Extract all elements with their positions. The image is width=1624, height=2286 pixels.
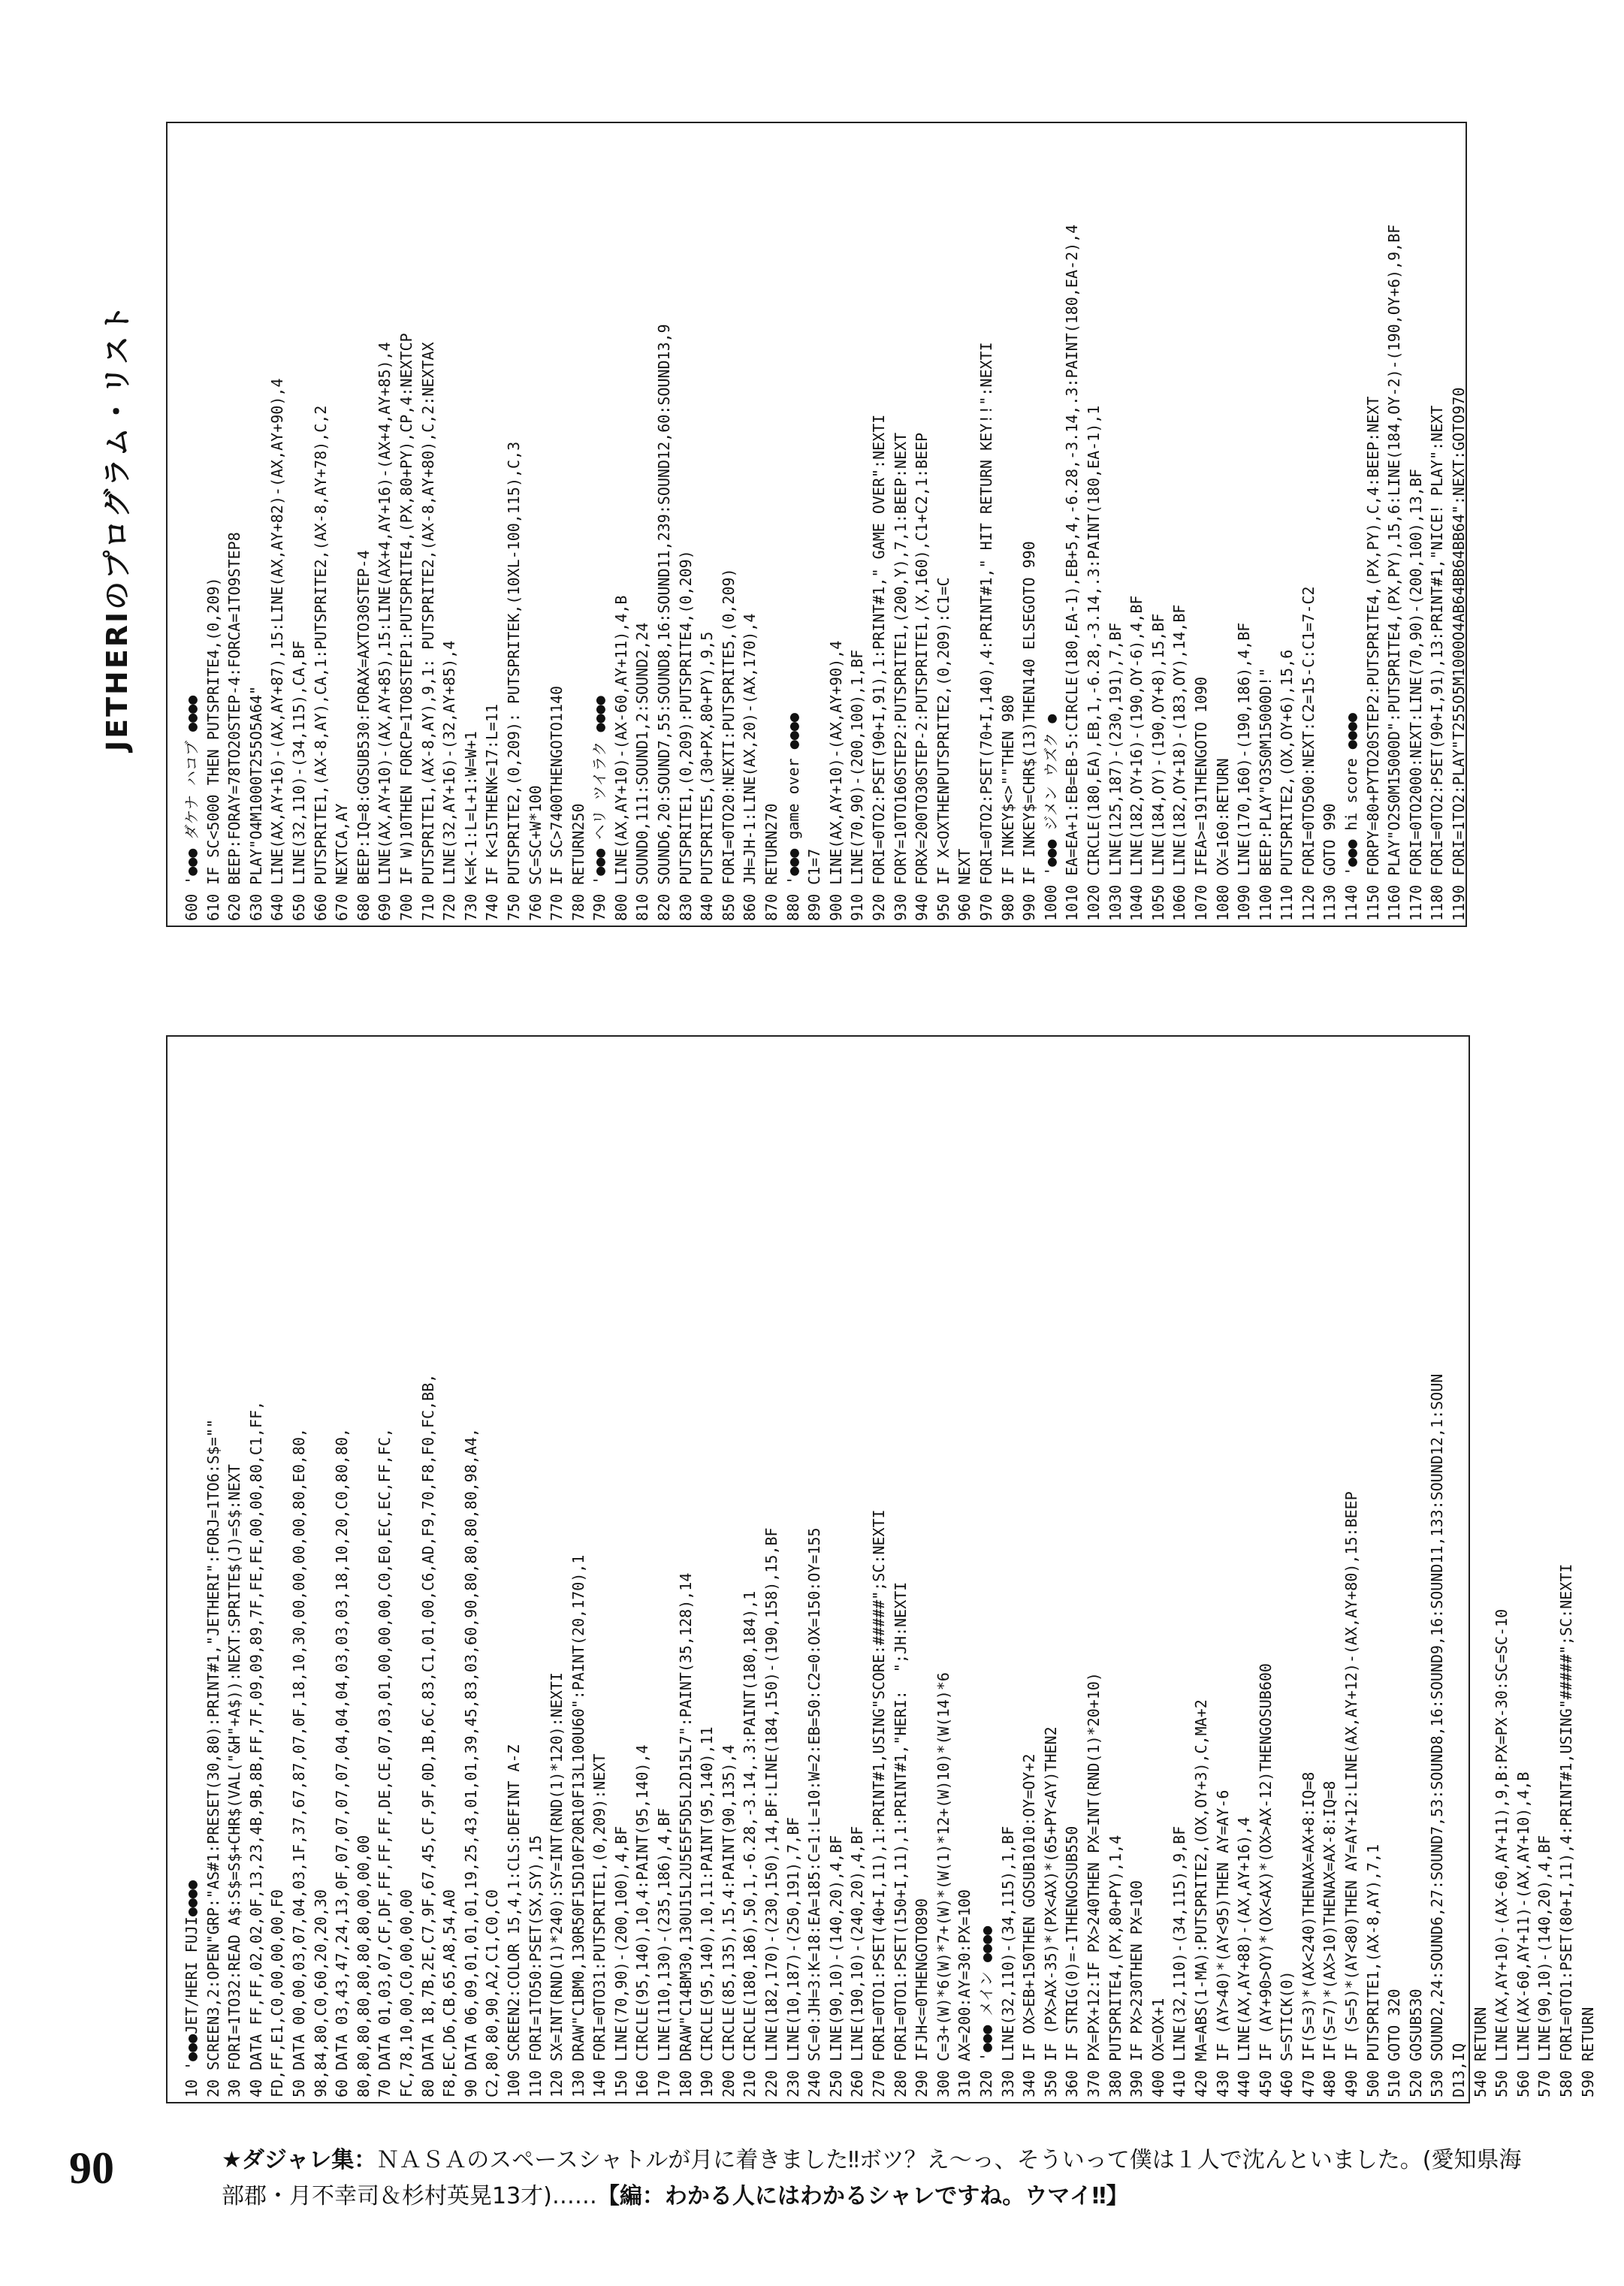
code-line: 1120 FORI=0TO500:NEXT:C2=15-C:C1=7-C2 <box>1299 586 1318 921</box>
code-line: 30 FORI=1TO32:READ A$:S$=S$+CHR$(VAL("&H"+A$)):NEXT:SPRITE$(J)=S$:NEXT <box>225 1464 244 2097</box>
code-line: 630 PLAY"O4M1000T255O5A64" <box>246 685 265 921</box>
code-line: 880 '●●● game over ●●●● <box>783 713 802 921</box>
code-line: FD,FF,E1,C0,00,00,00,F0 <box>268 1889 287 2097</box>
program-listing-panel-right <box>166 122 1467 927</box>
code-line: 80,80,80,80,80,80,80,00,00,00 <box>354 1835 373 2097</box>
code-line: 930 FORY=10TO160STEP2:PUTSPRITE1,(200,Y),7,1:BEEP:NEXT <box>891 432 910 921</box>
code-line: 580 FORI=0TO1:PSET(80+I,11),4:PRINT#1,USING"#####";SC:NEXTI <box>1557 1563 1575 2097</box>
code-line: 990 IF INKEY$=CHR$(13)THEN140 ELSEGOTO 990 <box>1020 541 1039 921</box>
page-header-title: JETHERIのプログラム・リスト <box>101 302 134 751</box>
code-line: 330 LINE(32,110)-(34,115),1,BF <box>998 1825 1017 2097</box>
code-line: 1110 PUTSPRITE2,(OX,OY+6),15,6 <box>1278 649 1296 921</box>
code-line: 250 LINE(90,10)-(140,20),4,BF <box>826 1835 845 2097</box>
code-line: 970 FORI=0TO2:PSET(70+I,140),4:PRINT#1," HIT RETURN KEY!!":NEXTI <box>977 342 995 921</box>
code-line: 960 NEXT <box>955 848 974 921</box>
code-line: 190 CIRCLE(95,140),10,11:PAINT(95,140),11 <box>698 1726 717 2097</box>
code-line: 470 IF(S=3)*(AX<240)THENAX=AX+8:IQ=8 <box>1299 1771 1318 2097</box>
code-line: 870 RETURN270 <box>762 803 781 921</box>
code-line: 520 GOSUB530 <box>1406 1989 1425 2097</box>
code-line: 110 FORI=1TO50:PSET(SX,SY),15 <box>526 1835 545 2097</box>
code-line: 160 CIRCLE(95,140),10,4:PAINT(95,140),4 <box>633 1744 652 2097</box>
code-line: 200 CIRCLE(85,135),15,4:PAINT(90,135),4 <box>719 1744 738 2097</box>
code-line: 550 LINE(AX,AY+10)-(AX-60,AY+11),9,B:PX=PX-30:SC=SC-10 <box>1493 1608 1511 2097</box>
code-line: 100 SCREEN2:COLOR 15,4,1:CLS:DEFINT A-Z <box>504 1744 523 2097</box>
code-line: 10 '●●●JET/HERI FUJI●●●● <box>183 1880 201 2097</box>
code-line: 300 C=3+(W)*6(W)*7+(W)*(W(1)*12+(W)10)*(W(14)*6 <box>934 1672 952 2097</box>
code-line: 790 '●●● ヘリ ツイラク ●●●● <box>590 696 609 921</box>
code-line: 700 IF W)10THEN FORCP=1TO8STEP1:PUTSPRITE4,(PX,80+PY),CP,4:NEXTCP <box>397 333 415 921</box>
code-line: 290 IFJH<=0THENGOTO890 <box>913 1898 931 2097</box>
code-line: 610 IF SC<5000 THEN PUTSPRITE4,(0,209) <box>204 577 222 921</box>
code-line: 360 IF STRIG(0)=-1THENGOSUB550 <box>1063 1825 1082 2097</box>
program-code-left <box>181 1374 1598 2097</box>
code-line: 980 IF INKEY$<>""THEN 980 <box>998 694 1017 921</box>
code-line: 260 LINE(190,10)-(240,20),4,BF <box>848 1825 867 2097</box>
code-line: F8,EC,D6,CB,65,A8,54,A0 <box>440 1889 459 2097</box>
code-line: 650 LINE(32,110)-(34,115),CA,BF <box>289 640 308 921</box>
code-line: 170 LINE(110,130)-(235,186),4,BF <box>655 1807 674 2097</box>
code-line: C2,80,80,90,A2,C1,C0,C0 <box>483 1889 502 2097</box>
code-line: 320 '●●● メイン ●●●● <box>977 1925 995 2097</box>
code-line: 640 LINE(AX,AY+16)-(AX,AY+87),15:LINE(AX,AY+82)-(AX,AY+90),4 <box>268 378 287 921</box>
code-line: 490 IF (S=5)*(AY<80)THEN AY=AY+12:LINE(AX,AY+12)-(AX,AY+80),15:BEEP <box>1342 1491 1361 2097</box>
code-line: 1180 FORI=0TO2:PSET(90+I,91),13:PRINT#1,"NICE! PLAY":NEXT <box>1428 405 1447 921</box>
reader-joke-footer <box>222 2143 1544 2215</box>
program-listing-panel-left <box>166 1035 1597 2103</box>
code-line: 1070 IFEA>=191THENGOTO 1090 <box>1191 676 1210 921</box>
code-line: 800 LINE(AX,AY+10)-(AX-60,AY+11),4,B <box>611 595 630 921</box>
code-line: 1090 LINE(170,160)-(190,186),4,BF <box>1235 622 1254 921</box>
code-line: 180 DRAW"C14BM30,130U15L2U5E5F5D5L2D15L7":PAINT(35,128),14 <box>676 1572 695 2097</box>
code-line: 530 SOUND2,24:SOUND6,27:SOUND7,53:SOUND8,16:SOUND9,16:SOUND11,133:SOUND12,1:SOUN <box>1428 1373 1447 2097</box>
code-line: 310 AX=200:AY=30:PX=100 <box>955 1889 974 2097</box>
code-line: 1100 BEEP:PLAY"O3S0M15000D!" <box>1256 667 1275 921</box>
code-line: 840 PUTSPRITE5,(30+PX,80+PY),9,5 <box>698 631 717 921</box>
code-line: 920 FORI=0TO2:PSET(90+I,91),1:PRINT#1," GAME OVER":NEXTI <box>870 414 888 921</box>
code-line: 130 DRAW"C1BM0,130R50F15D10F20R10F13L100U60":PAINT(20,170),1 <box>569 1554 587 2097</box>
code-line: FC,78,10,00,C0,00,00,00 <box>397 1889 415 2097</box>
code-line: 270 FORI=0TO1:PSET(40+I,11),1:PRINT#1,USING"SCORE:#####";SC:NEXTI <box>870 1509 888 2097</box>
code-line: 440 LINE(AX,AY+88)-(AX,AY+16),4 <box>1235 1816 1254 2097</box>
code-line: 1030 LINE(125,187)-(230,191),7,BF <box>1106 622 1124 921</box>
code-line: 850 FORI=0TO20:NEXTI:PUTSPRITE5,(0,209) <box>719 568 738 921</box>
code-line: 230 LINE(10,187)-(250,191),7,BF <box>783 1816 802 2097</box>
code-line: 50 DATA 00,00,03,07,04,03,1F,37,67,87,07,0F,18,10,30,00,00,00,00,80,E0,80, <box>289 1427 308 2097</box>
code-line: 500 PUTSPRITE1,(AX-8,AY),7,1 <box>1363 1844 1382 2097</box>
code-line: 80 DATA 18,7B,2E,C7,9F,67,45,CF,9F,0D,1B,6C,83,C1,01,00,C6,AD,F9,70,F8,F0,FC,BB, <box>418 1373 437 2097</box>
code-line: 740 IF K<15THENK=17:L=11 <box>483 704 502 921</box>
code-line: 730 K=K-1:L=L+1:W=W+1 <box>461 731 480 921</box>
code-line: 480 IF(S=7)*(AX>10)THENAX=AX-8:IQ=8 <box>1321 1780 1339 2097</box>
code-line: 940 FORX=200TO30STEP-2:PUTSPRITE1,(X,160),C1+C2,1:BEEP <box>913 432 931 921</box>
code-line: 450 IF (AY+90>OY)*(OX<AX)*(OX>AX-12)THENGOSUB600 <box>1256 1663 1275 2097</box>
code-line: 1010 EA=EA+1:EB=EB-5:CIRCLE(180,EA-1),EB+5,4,-6.28,-3.14,.3:PAINT(180,EA-2),4 <box>1063 224 1082 921</box>
code-line: 140 FORI=0TO31:PUTSPRITE1,(0,209):NEXT <box>590 1753 609 2097</box>
code-line: 1020 CIRCLE(180,EA),EB,1,-6.28,-3.14,.3:PAINT(180,EA-1),1 <box>1084 405 1103 921</box>
footer-lead: ★ダジャレ集： <box>222 2147 377 2173</box>
code-line: 600 '●●● ダケナ ハコブ ●●●● <box>183 695 201 921</box>
code-line: 720 LINE(32,AY+16)-(32,AY+85),4 <box>440 640 459 921</box>
code-line: 1150 FORPY=80+PYTO20STEP2:PUTSPRITE4,(PX,PY),C,4:BEEP:NEXT <box>1363 396 1382 921</box>
code-line: 760 SC=SC+W*100 <box>526 785 545 921</box>
code-line: 950 IF X<OXTHENPUTSPRITE2,(0,209):C1=C <box>934 577 952 921</box>
code-line: 1170 FORI=0TO2000:NEXT:LINE(70,90)-(200,100),13,BF <box>1406 468 1425 921</box>
code-line: 830 PUTSPRITE1,(0,209):PUTSPRITE4,(0,209) <box>676 550 695 921</box>
code-line: 340 IF OX>EB+150THEN GOSUB1010:OY=OY+2 <box>1020 1753 1039 2097</box>
code-line: 1000 '●●● ジメン ウズク ● <box>1041 714 1060 921</box>
code-line: 710 PUTSPRITE1,(AX-8,AY),9,1: PUTSPRITE2,(AX-8,AY+80),C,2:NEXTAX <box>418 342 437 921</box>
code-line: 910 LINE(70,90)-(200,100),1,BF <box>848 649 867 921</box>
code-line: 770 IF SC>7400THENGOTO1140 <box>548 685 566 921</box>
code-line: 890 C1=7 <box>805 848 824 921</box>
code-line: 1040 LINE(182,OY+16)-(190,OY-6),4,BF <box>1127 595 1146 921</box>
code-line: 380 PUTSPRITE4,(PX,80+PY),1,4 <box>1106 1835 1124 2097</box>
code-line: 750 PUTSPRITE2,(0,209): PUTSPRITEK,(10XL-100,115),C,3 <box>504 441 523 921</box>
code-line: 70 DATA 01,03,07,CF,DF,FF,FF,FF,DE,CE,07,03,01,00,00,00,C0,E0,EC,EC,FF,FC, <box>376 1427 394 2097</box>
code-line: 900 LINE(AX,AY+10)-(AX,AY+90),4 <box>826 640 845 921</box>
code-line: 1190 FORI=1TO2:PLAY"T255O5M1000O4AB64BB64BB64":NEXT:GOTO970 <box>1450 387 1469 921</box>
code-line: 860 JH=JH-1:LINE(AX,20)-(AX,170),4 <box>741 613 759 921</box>
code-line: 280 FORI=0TO1:PSET(150+I,11),1:PRINT#1,"HERI: ";JH:NEXTI <box>891 1581 910 2097</box>
code-line: 570 LINE(90,10)-(140,20),4,BF <box>1535 1835 1554 2097</box>
code-line: 510 GOTO 320 <box>1385 1989 1404 2097</box>
code-line: 1160 PLAY"O2S0M15000D":PUTSPRITE4,(PX,PY),15,6:LINE(184,OY-2)-(190,OY+6),9,BF <box>1385 224 1404 921</box>
code-line: 40 DATA FF,FF,02,02,0F,13,23,4B,9B,8B,FF,7F,09,09,89,7F,FE,FE,00,00,80,C1,FF, <box>246 1400 265 2097</box>
code-line: 690 LINE(AX,AY+10)-(AX,AY+85),15:LINE(AX+4,AY+16)-(AX+4,AY+85),4 <box>376 342 394 921</box>
code-line: 1080 OX=160:RETURN <box>1213 758 1232 921</box>
code-line: 460 S=STICK(0) <box>1278 1970 1296 2097</box>
code-line: 60 DATA 03,43,47,24,13,0F,07,07,07,07,04,04,04,03,03,03,18,10,20,C0,80,80, <box>333 1427 352 2097</box>
page-number: 90 <box>69 2143 114 2193</box>
code-line: 98,84,80,C0,60,20,20,30 <box>311 1889 330 2097</box>
code-line: 1060 LINE(182,OY+18)-(183,OY),14,BF <box>1170 604 1189 921</box>
code-line: 400 OX=OX+1 <box>1149 1998 1167 2097</box>
code-line: 20 SCREEN3,2:OPEN"GRP:"AS#1:PRESET(30,80):PRINT#1,"JETHERI":FORJ=1TO6:S$="" <box>204 1418 222 2097</box>
footer-text: ＮＡＳＡのスペースシャトルが月に着きました‼ボツ？え～っ、そういって僕は１人で沈んといました。(愛知県海部郡・月不幸司＆杉村英晃13才)…… <box>222 2147 1522 2209</box>
code-line: 410 LINE(32,110)-(34,115),9,BF <box>1170 1825 1189 2097</box>
code-line: 660 PUTSPRITE1,(AX-8,AY),CA,1:PUTSPRITE2,(AX-8,AY+78),C,2 <box>311 405 330 921</box>
code-line: 390 IF PX>230THEN PX=100 <box>1127 1880 1146 2097</box>
code-line: 590 RETURN <box>1578 2007 1597 2097</box>
editor-note: 【編：わかる人にはわかるシャレですね。ウマイ‼】 <box>596 2183 1129 2209</box>
code-line: 820 SOUND6,20:SOUND7,55:SOUND8,16:SOUND11,239:SOUND12,60:SOUND13,9 <box>655 324 674 921</box>
code-line: 670 NEXTCA,AY <box>333 803 352 921</box>
code-line: 220 LINE(182,170)-(230,150),14,BF:LINE(184,150)-(190,158),15,BF <box>762 1527 781 2097</box>
code-line: 240 SC=0:JH=3:K=18:EA=185:C=1:L=10:W=2:EB=50:C2=0:OX=150:OY=155 <box>805 1527 824 2097</box>
code-line: 430 IF (AY>40)*(AY<95)THEN AY=AY-6 <box>1213 1789 1232 2097</box>
code-line: 1130 GOTO 990 <box>1321 803 1339 921</box>
program-code-right <box>181 225 1470 921</box>
code-line: 120 SX=INT(RND(1)*240):SY=INT(RND(1)*120):NEXTI <box>548 1672 566 2097</box>
code-line: 1050 LINE(184,OY)-(190,OY+8),15,BF <box>1149 613 1167 921</box>
code-line: D13,IQ <box>1450 2043 1469 2097</box>
code-line: 680 BEEP:IQ=8:GOSUB530:FORAX=AXTO30STEP-4 <box>354 550 373 921</box>
code-line: 90 DATA 06,09,01,01,01,19,25,43,01,01,39,45,83,03,60,90,80,80,80,80,98,A4, <box>461 1427 480 2097</box>
code-line: 350 IF (PX>AX-35)*(PX<AX)*(65+PY<AY)THEN2 <box>1041 1726 1060 2097</box>
code-line: 150 LINE(70,90)-(200,100),4,BF <box>611 1825 630 2097</box>
code-line: 370 PX=PX+12:IF PX>240THEN PX=INT(RND(1)*20+10) <box>1084 1672 1103 2097</box>
code-line: 210 CIRCLE(180,186),50,1,-6.28,-3.14,.3:PAINT(180,184),1 <box>741 1590 759 2097</box>
code-line: 1140 '●●● hi score ●●●● <box>1342 713 1361 921</box>
code-line: 420 MA=ABS(1-MA):PUTSPRITE2,(OX,OY+3),C,MA+2 <box>1191 1699 1210 2097</box>
code-line: 560 LINE(AX-60,AY+11)-(AX,AY+10),4,B <box>1514 1771 1532 2097</box>
code-line: 620 BEEP:FORAY=78TO20STEP-4:FORCA=1TO9STEP8 <box>225 532 244 921</box>
code-line: 780 RETURN250 <box>569 803 587 921</box>
code-line: 540 RETURN <box>1471 2007 1490 2097</box>
code-line: 810 SOUND0,111:SOUND1,2:SOUND2,24 <box>633 622 652 921</box>
